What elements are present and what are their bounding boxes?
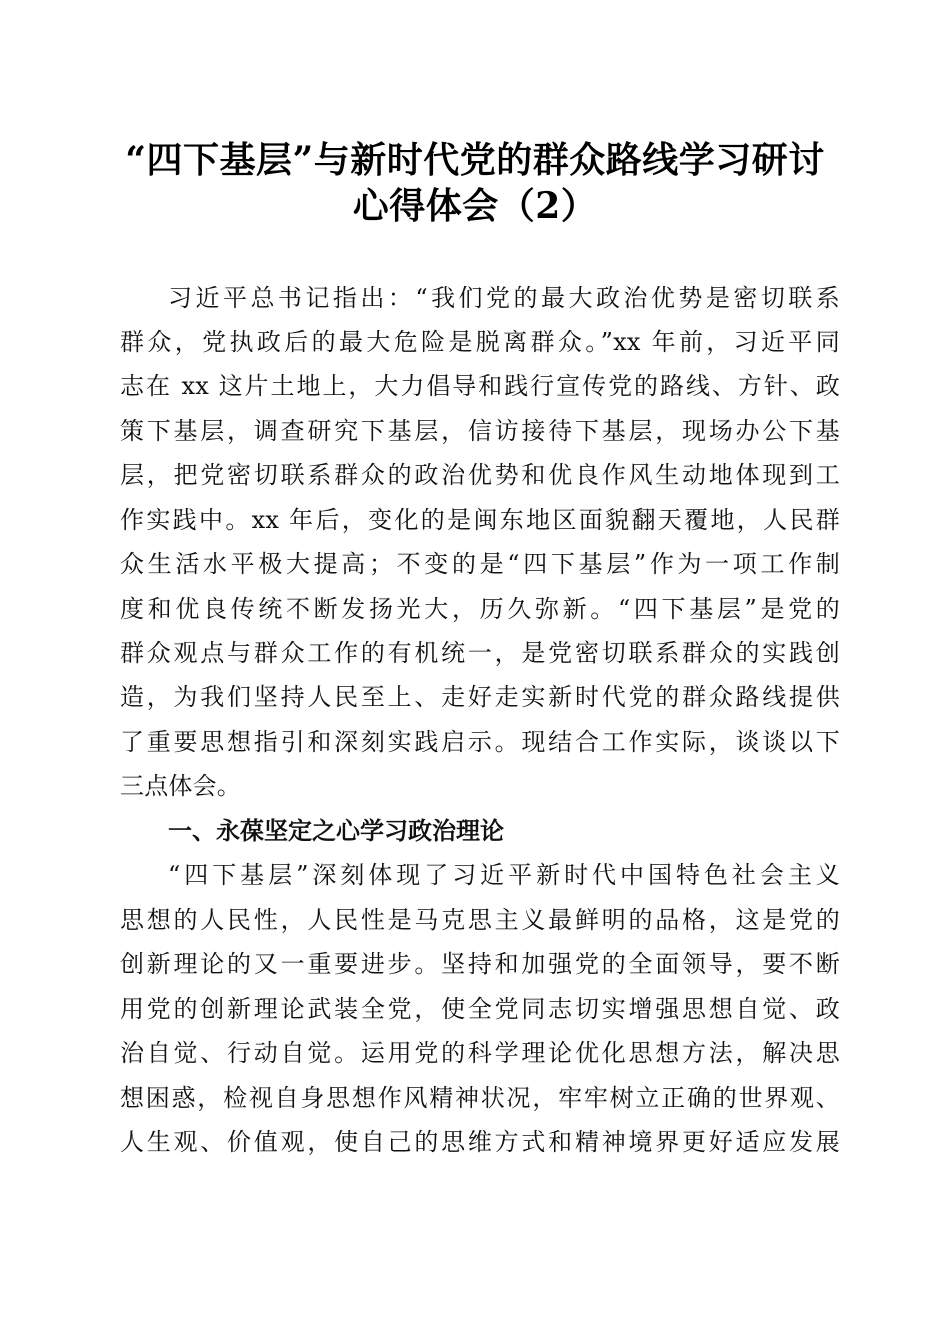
paragraph-line: 思想的人民性，人民性是马克思主义最鲜明的品格，这是党的	[120, 906, 840, 934]
paragraph-line: 习近平总书记指出：“我们党的最大政治优势是密切联系	[168, 284, 840, 312]
paragraph-line: 想困惑，检视自身思想作风精神状况，牢牢树立正确的世界观、	[120, 1084, 840, 1112]
paragraph-line: 众生活水平极大提高；不变的是“四下基层”作为一项工作制	[120, 550, 840, 578]
paragraph-line: 作实践中。xx 年后，变化的是闽东地区面貌翻天覆地，人民群	[120, 506, 840, 534]
paragraph-line: 治自觉、行动自觉。运用党的科学理论优化思想方法，解决思	[120, 1039, 840, 1067]
section-heading-1: 一、永葆坚定之心学习政治理论	[168, 817, 504, 845]
document-title-line-1: “四下基层”与新时代党的群众路线学习研讨	[125, 139, 825, 181]
paragraph-line: 群众，党执政后的最大危险是脱离群众。”xx 年前，习近平同	[120, 328, 840, 356]
paragraph-line: 用党的创新理论武装全党，使全党同志切实增强思想自觉、政	[120, 995, 840, 1023]
paragraph-line: 造，为我们坚持人民至上、走好走实新时代党的群众路线提供	[120, 683, 840, 711]
paragraph-line: 志在 xx 这片土地上，大力倡导和践行宣传党的路线、方针、政	[120, 372, 840, 400]
paragraph-line: 了重要思想指引和深刻实践启示。现结合工作实际，谈谈以下	[120, 728, 840, 756]
paragraph-line: 人生观、价值观，使自己的思维方式和精神境界更好适应发展	[120, 1128, 840, 1156]
paragraph-line: 策下基层，调查研究下基层，信访接待下基层，现场办公下基	[120, 417, 840, 445]
paragraph-line: 三点体会。	[120, 772, 241, 800]
paragraph-line: 群众观点与群众工作的有机统一，是党密切联系群众的实践创	[120, 639, 840, 667]
paragraph-line: 层，把党密切联系群众的政治优势和优良作风生动地体现到工	[120, 461, 840, 489]
document-title-line-2: 心得体会（2）	[352, 185, 598, 227]
paragraph-line: 度和优良传统不断发扬光大，历久弥新。“四下基层”是党的	[120, 595, 840, 623]
paragraph-line: “四下基层”深刻体现了习近平新时代中国特色社会主义	[168, 861, 840, 889]
paragraph-line: 创新理论的又一重要进步。坚持和加强党的全面领导，要不断	[120, 950, 840, 978]
